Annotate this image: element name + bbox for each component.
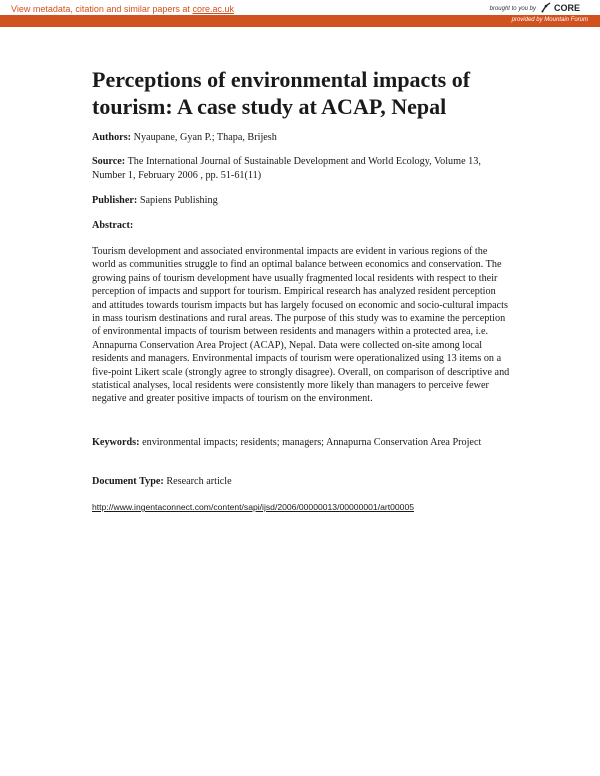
abstract-heading [92, 219, 512, 233]
core-header [0, 0, 600, 27]
keywords-value: environmental impacts; residents; managers; Annapurna Conservation Area Project [139, 437, 482, 448]
article-url-link[interactable]: http://www.ingentaconnect.com/content/sapi/ijsd/2006/00000013/00000001/art00005 [92, 502, 415, 512]
authors-value: Nyaupane, Gyan P.; Thapa, Brijesh [131, 132, 277, 143]
brought-to-you-by: brought to you by [489, 6, 536, 12]
source-line [92, 155, 512, 183]
abstract-label: Abstract: [92, 220, 134, 231]
publisher-label: Publisher: [92, 195, 138, 206]
authors-label: Authors: [92, 132, 132, 143]
publisher-line [92, 194, 512, 208]
source-value: The International Journal of Sustainable Development and World Ecology, Volume 13, Number 1, February 2006 , pp. 51-61(11) [92, 156, 481, 181]
publisher-value: Sapiens Publishing [137, 195, 218, 206]
doctype-line [92, 475, 512, 489]
paper-title: Perceptions of environmental impacts of tourism: A case study at ACAP, Nepal [92, 67, 471, 119]
provided-by: provided by Mountain Forum [511, 17, 588, 23]
doctype-label: Document Type: [92, 476, 164, 487]
authors-line [92, 131, 512, 145]
keywords-line [92, 436, 512, 450]
core-logo[interactable] [540, 2, 580, 13]
core-brand-text: CORE [553, 2, 580, 13]
metadata-link-text: View metadata, citation and similar papers at [11, 4, 193, 14]
metadata-link[interactable] [11, 4, 234, 14]
core-orange-bar [0, 15, 600, 27]
core-ac-uk-link[interactable]: core.ac.uk [192, 4, 234, 14]
keywords-label: Keywords: [92, 437, 140, 448]
doctype-value: Research article [163, 476, 232, 487]
abstract-body: Tourism development and associated environmental impacts are evident in various regions of the world as communities struggle to find an optimal balance between economics and conservation. The growing pains of tourism development have usually fragmented local residents with respect to their perception of impacts and support for tourism. Empirical research has analyzed resident perception and attitudes towards tourism impacts but has largely focused on economic and socio-cultural impacts in mass tourism destinations and rural areas. The purpose of this study was to examine the perception of environmental impacts of tourism between residents and managers within a protected area, i.e. Annapurna Conservation Area Project (ACAP), Nepal. Data were collected on-site among local residents and managers. Environmental impacts of tourism were operationalized using 13 items on a five-point Likert scale (strongly agree to strongly disagree). Overall, on comparison of descriptive and statistical analyses, local residents were consistently more likely than managers to perceive fewer negative and greater positive impacts of tourism on the environment. [92, 246, 510, 405]
source-label: Source: [92, 156, 126, 167]
core-logo-icon [540, 2, 552, 13]
